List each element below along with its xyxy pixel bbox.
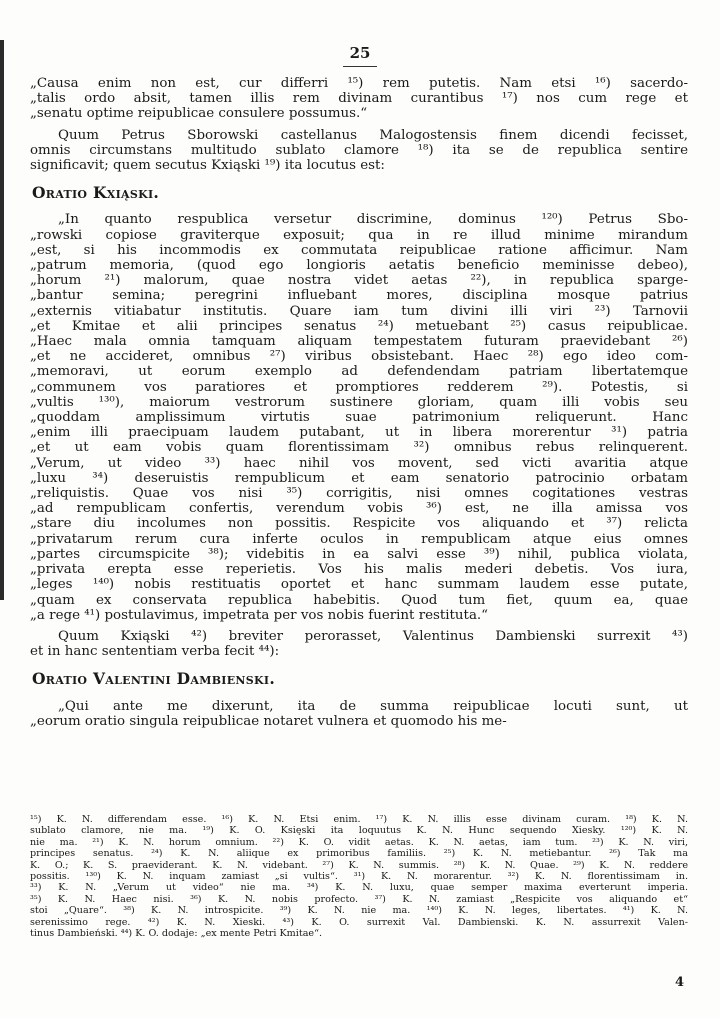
text-line: „senatu optime reipublicae consulere possumus.“ [30,106,368,122]
text-line: „vultis ¹³⁰), maiorum vestrorum sustinere gloriam, quam illi vobis seu [30,394,688,410]
paragraph [30,699,688,729]
footnote-line: serenissimo rege. ⁴²) K. N. Xieski. ⁴³) K. O. surrexit Val. Dambienski. K. N. assurrexit Valen- [30,916,688,928]
text-line: significavit; quem secutus Kxiąski ¹⁹) ita locutus est: [30,158,385,174]
text-line: omnis circumstans multitudo sublato clamore ¹⁸) ita se de republica sentire [30,142,688,158]
text-line: „partes circumspicite ³⁸); videbitis in ea salvi esse ³⁹) nihil, publica violata, [30,546,688,562]
text-line: „Qui ante me dixerunt, ita de summa reipublicae locuti sunt, ut [58,698,688,714]
text-line: „et Kmitae et alii principes senatus ²⁴) metuebant ²⁵) casus reipublicae. [30,318,688,334]
text-line: „bantur semina; peregrini influebant mores, disciplina mosque patrius [30,288,688,304]
text-line: „externis vitiabatur institutis. Quare iam tum divini illi viri ²³) Tarnovii [30,303,688,319]
text-line: „In quanto respublica versetur discrimine, dominus ¹²⁰) Petrus Sbo- [58,212,688,228]
paragraph [30,629,688,659]
text-line: „est, si his incommodis ex commutata reipublicae ratione afficimur. Nam [30,242,688,258]
signature-mark: 4 [674,975,684,990]
page-number: 25 [349,44,371,62]
paragraph [30,128,688,174]
text-line: „ad rempublicam confertis, verendum vobis ³⁶) est, ne illa amissa vos [30,501,688,517]
text-line: „patrum memoria, (quod ego longioris aetatis beneficio meminisse debeo), [30,258,688,274]
footnote-line: tinus Dambieński. ⁴⁴) K. O. dodaje: „ex mente Petri Kmitae“. [30,928,323,940]
footnote-line: ³⁵) K. N. Haec nisi. ³⁶) K. N. nobis profecto. ³⁷) K. N. zamiast „Respicite vos aliquando et“ [30,893,688,905]
text-line: „Verum, ut video ³³) haec nihil vos movent, sed victi avaritia atque [30,455,688,471]
text-line: „et ne accideret, omnibus ²⁷) viribus obsistebant. Haec ²⁸) ego ideo com- [30,349,688,365]
footnote-line: possitis. ¹³⁰) K. N. inquam zamiast „si vultis“. ³¹) K. N. morarentur. ³²) K. N. florentissimam in. [30,871,688,883]
text-line: „Causa enim non est, cur differri ¹⁵) rem putetis. Nam etsi ¹⁶) sacerdo- [30,76,688,91]
footnote-line: sublato clamore, nie ma. ¹⁹) K. O. Księski ita loquutus K. N. Hunc sequendo Xiesky. ¹²⁰) K. N. [30,825,688,837]
text-line: „a rege ⁴¹) postulavimus, impetrata per vos nobis fuerint restituta.“ [30,607,489,623]
section-heading: Oratio Valentini Dambienski. [32,669,276,689]
text-line: „memoravi, ut eorum exemplo ad defendendam patriam libertatemque [30,364,688,380]
text-line: „Haec mala omnia tamquam aliquam tempestatem futuram praevidebant ²⁶) [30,334,688,350]
section-heading: Oratio Kxiąski. [32,183,160,203]
text-line: et in hanc sententiam verba fecit ⁴⁴): [30,644,280,660]
text-line: „privatarum rerum cura inferte oculos in rempublicam atque eius omnes [30,531,688,547]
binding-edge [0,40,4,600]
text-line: „communem vos paratiores et promptiores redderem ²⁹). Potestis, si [30,379,688,395]
footnotes [30,814,688,939]
paragraph [30,76,688,122]
text-line: „talis ordo absit, tamen illis rem divinam curantibus ¹⁷) nos cum rege et [30,91,688,107]
text-line: „eorum oratio singula reipublicae notaret vulnera et quomodo his me- [30,713,507,729]
text-line: „privata erepta esse reperietis. Vos his malis mederi debetis. Vos iura, [30,562,688,578]
text-line: „quam ex conservata republica habebitis. Quod tum fiet, quum ea, quae [30,592,688,608]
page-number-rule [343,66,377,67]
text-line: „luxu ³⁴) deseruistis rempublicum et eam senatorio patrocinio orbatam [30,470,688,486]
footnote-line: K. O.; K. S. praeviderant. K. N. videbant. ²⁷) K. N. summis. ²⁸) K. N. Quae. ²⁹) K. N. reddere [30,859,688,871]
text-line: „stare diu incolumes non possitis. Respicite vos aliquando et ³⁷) relicta [30,516,688,532]
text-line: „leges ¹⁴⁰) nobis restituatis oportet et hanc summam laudem esse putate, [30,577,688,593]
main-text [30,76,688,735]
text-line: „reliquistis. Quae vos nisi ³⁵) corrigitis, nisi omnes cogitationes vestras [30,486,688,502]
footnote-line: principes senatus. ²⁴) K. N. aliique ex primoribus familiis. ²⁵) K. N. metiebantur. ²⁶) Tak ma [30,848,688,860]
text-line: „horum ²¹) malorum, quae nostra videt aetas ²²), in republica sparge- [30,273,688,289]
text-line: „rowski copiose graviterque exposuit; qua in re illud minime mirandum [30,227,688,243]
footnote-line: ¹⁵) K. N. differendam esse. ¹⁶) K. N. Etsi enim. ¹⁷) K. N. illis esse divinam curam. ¹⁸) K. N. [30,814,688,825]
footnote-line: nie ma. ²¹) K. N. horum omnium. ²²) K. O. vidit aetas. K. N. aetas, iam tum. ²³) K. N. viri, [30,836,688,848]
footnote-line: ³³) K. N. „Verum ut video“ nie ma. ³⁴) K. N. luxu, quae semper maxima everterunt imperia. [30,882,688,894]
text-line: Quum Kxiąski ⁴²) breviter perorasset, Valentinus Dambienski surrexit ⁴³) [58,628,688,644]
text-line: „enim illi praecipuam laudem putabant, ut in libera morerentur ³¹) patria [30,425,688,441]
text-line: „et ut eam vobis quam florentissimam ³²) omnibus rebus relinquerent. [30,440,688,456]
footnote-line: stoi „Quare“. ³⁸) K. N. introspicite. ³⁹) K. N. nie ma. ¹⁴⁰) K. N. leges, libertates. ⁴¹) K. N. [30,905,688,917]
text-line: Quum Petrus Sborowski castellanus Malogostensis finem dicendi fecisset, [58,127,688,143]
text-line: „quoddam amplissimum virtutis suae patrimonium reliquerunt. Hanc [30,410,688,426]
paragraph [30,212,688,622]
